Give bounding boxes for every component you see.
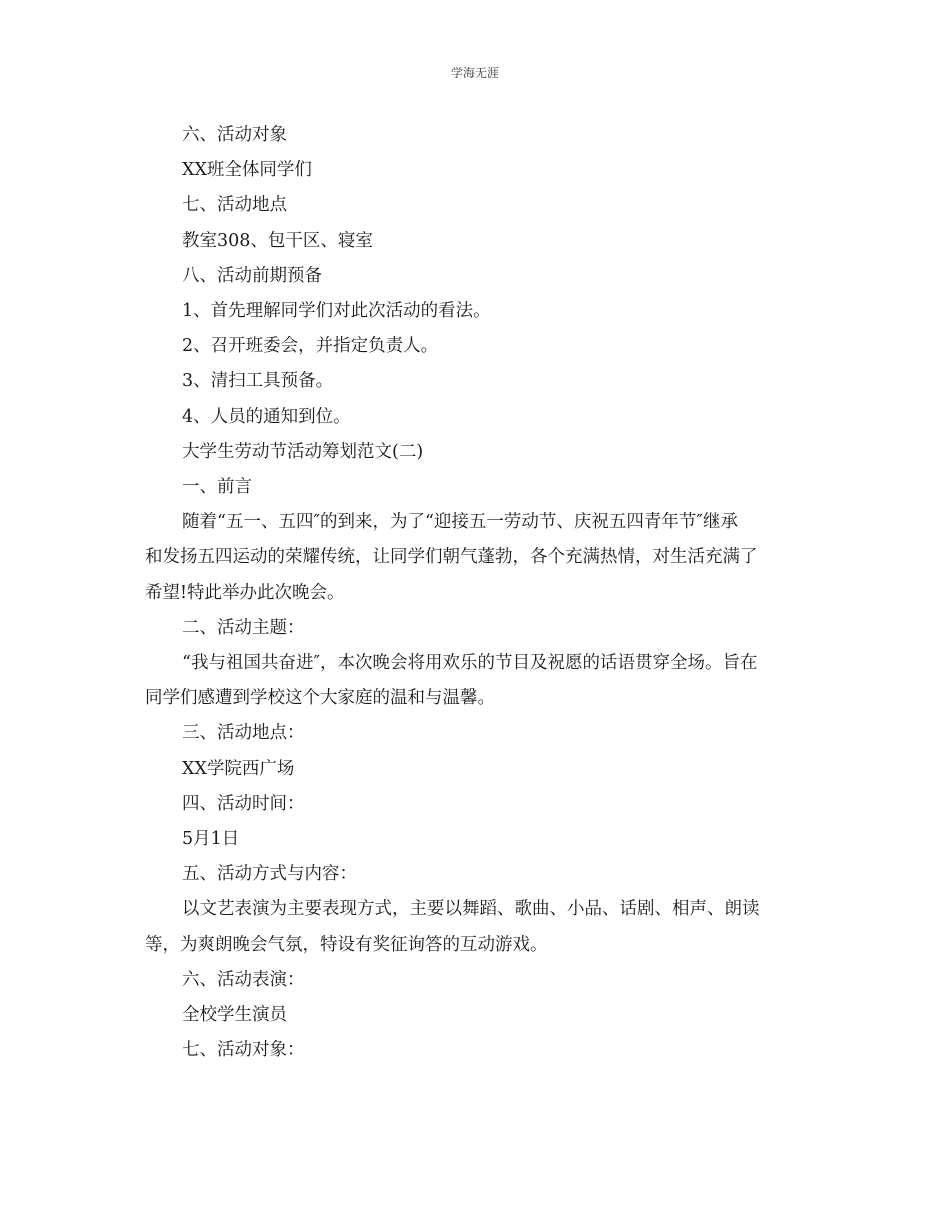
text-line: 5月1日	[182, 829, 240, 850]
section-heading: 七、活动地点	[182, 195, 287, 216]
section-heading: 六、活动对象	[182, 125, 287, 145]
document-subtitle: 大学生劳动节活动筹划范文(二)	[182, 441, 424, 462]
section-heading: 一、前言	[182, 477, 252, 498]
paragraph-line: 等，为爽朗晚会气氛，特设有奖征询答的互动游戏。	[145, 934, 548, 955]
paragraph-line: 同学们感遭到学校这个大家庭的温和与温馨。	[145, 688, 495, 709]
paragraph-line: 以文艺表演为主要表现方式，主要以舞蹈、歌曲、小品、话剧、相声、朗读	[182, 899, 760, 920]
section-heading: 二、活动主题：	[182, 617, 305, 638]
section-heading: 六、活动表演：	[182, 969, 305, 990]
section-heading: 五、活动方式与内容：	[182, 864, 357, 885]
paragraph-line: 和发扬五四运动的荣耀传统，让同学们朝气蓬勃，各个充满热情，对生活充满了	[145, 547, 758, 568]
section-heading: 四、活动时间：	[182, 793, 305, 814]
document-body	[145, 118, 810, 1068]
list-item: 3、清扫工具预备。	[182, 371, 334, 392]
text-line: XX班全体同学们	[182, 160, 312, 181]
section-heading: 七、活动对象：	[182, 1040, 305, 1061]
text-line: 教室308、包干区、寝室	[182, 230, 373, 251]
text-line: 全校学生演员	[182, 1005, 287, 1026]
paragraph-line: “我与祖国共奋进″，本次晚会将用欢乐的节目及祝愿的话语贯穿全场。旨在	[182, 653, 758, 674]
list-item: 1、首先理解同学们对此次活动的看法。	[182, 301, 491, 322]
paragraph-line: 希望!特此举办此次晚会。	[145, 582, 345, 603]
paragraph-line: 随着“五一、五四″的到来，为了“迎接五一劳动节、庆祝五四青年节″继承	[182, 512, 738, 533]
section-heading: 三、活动地点：	[182, 723, 305, 744]
list-item: 2、召开班委会，并指定负责人。	[182, 336, 439, 357]
list-item: 4、人员的通知到位。	[182, 406, 351, 427]
page-header: 学海无涯	[450, 66, 499, 80]
text-line: XX学院西广场	[182, 758, 295, 779]
section-heading: 八、活动前期预备	[182, 265, 322, 286]
